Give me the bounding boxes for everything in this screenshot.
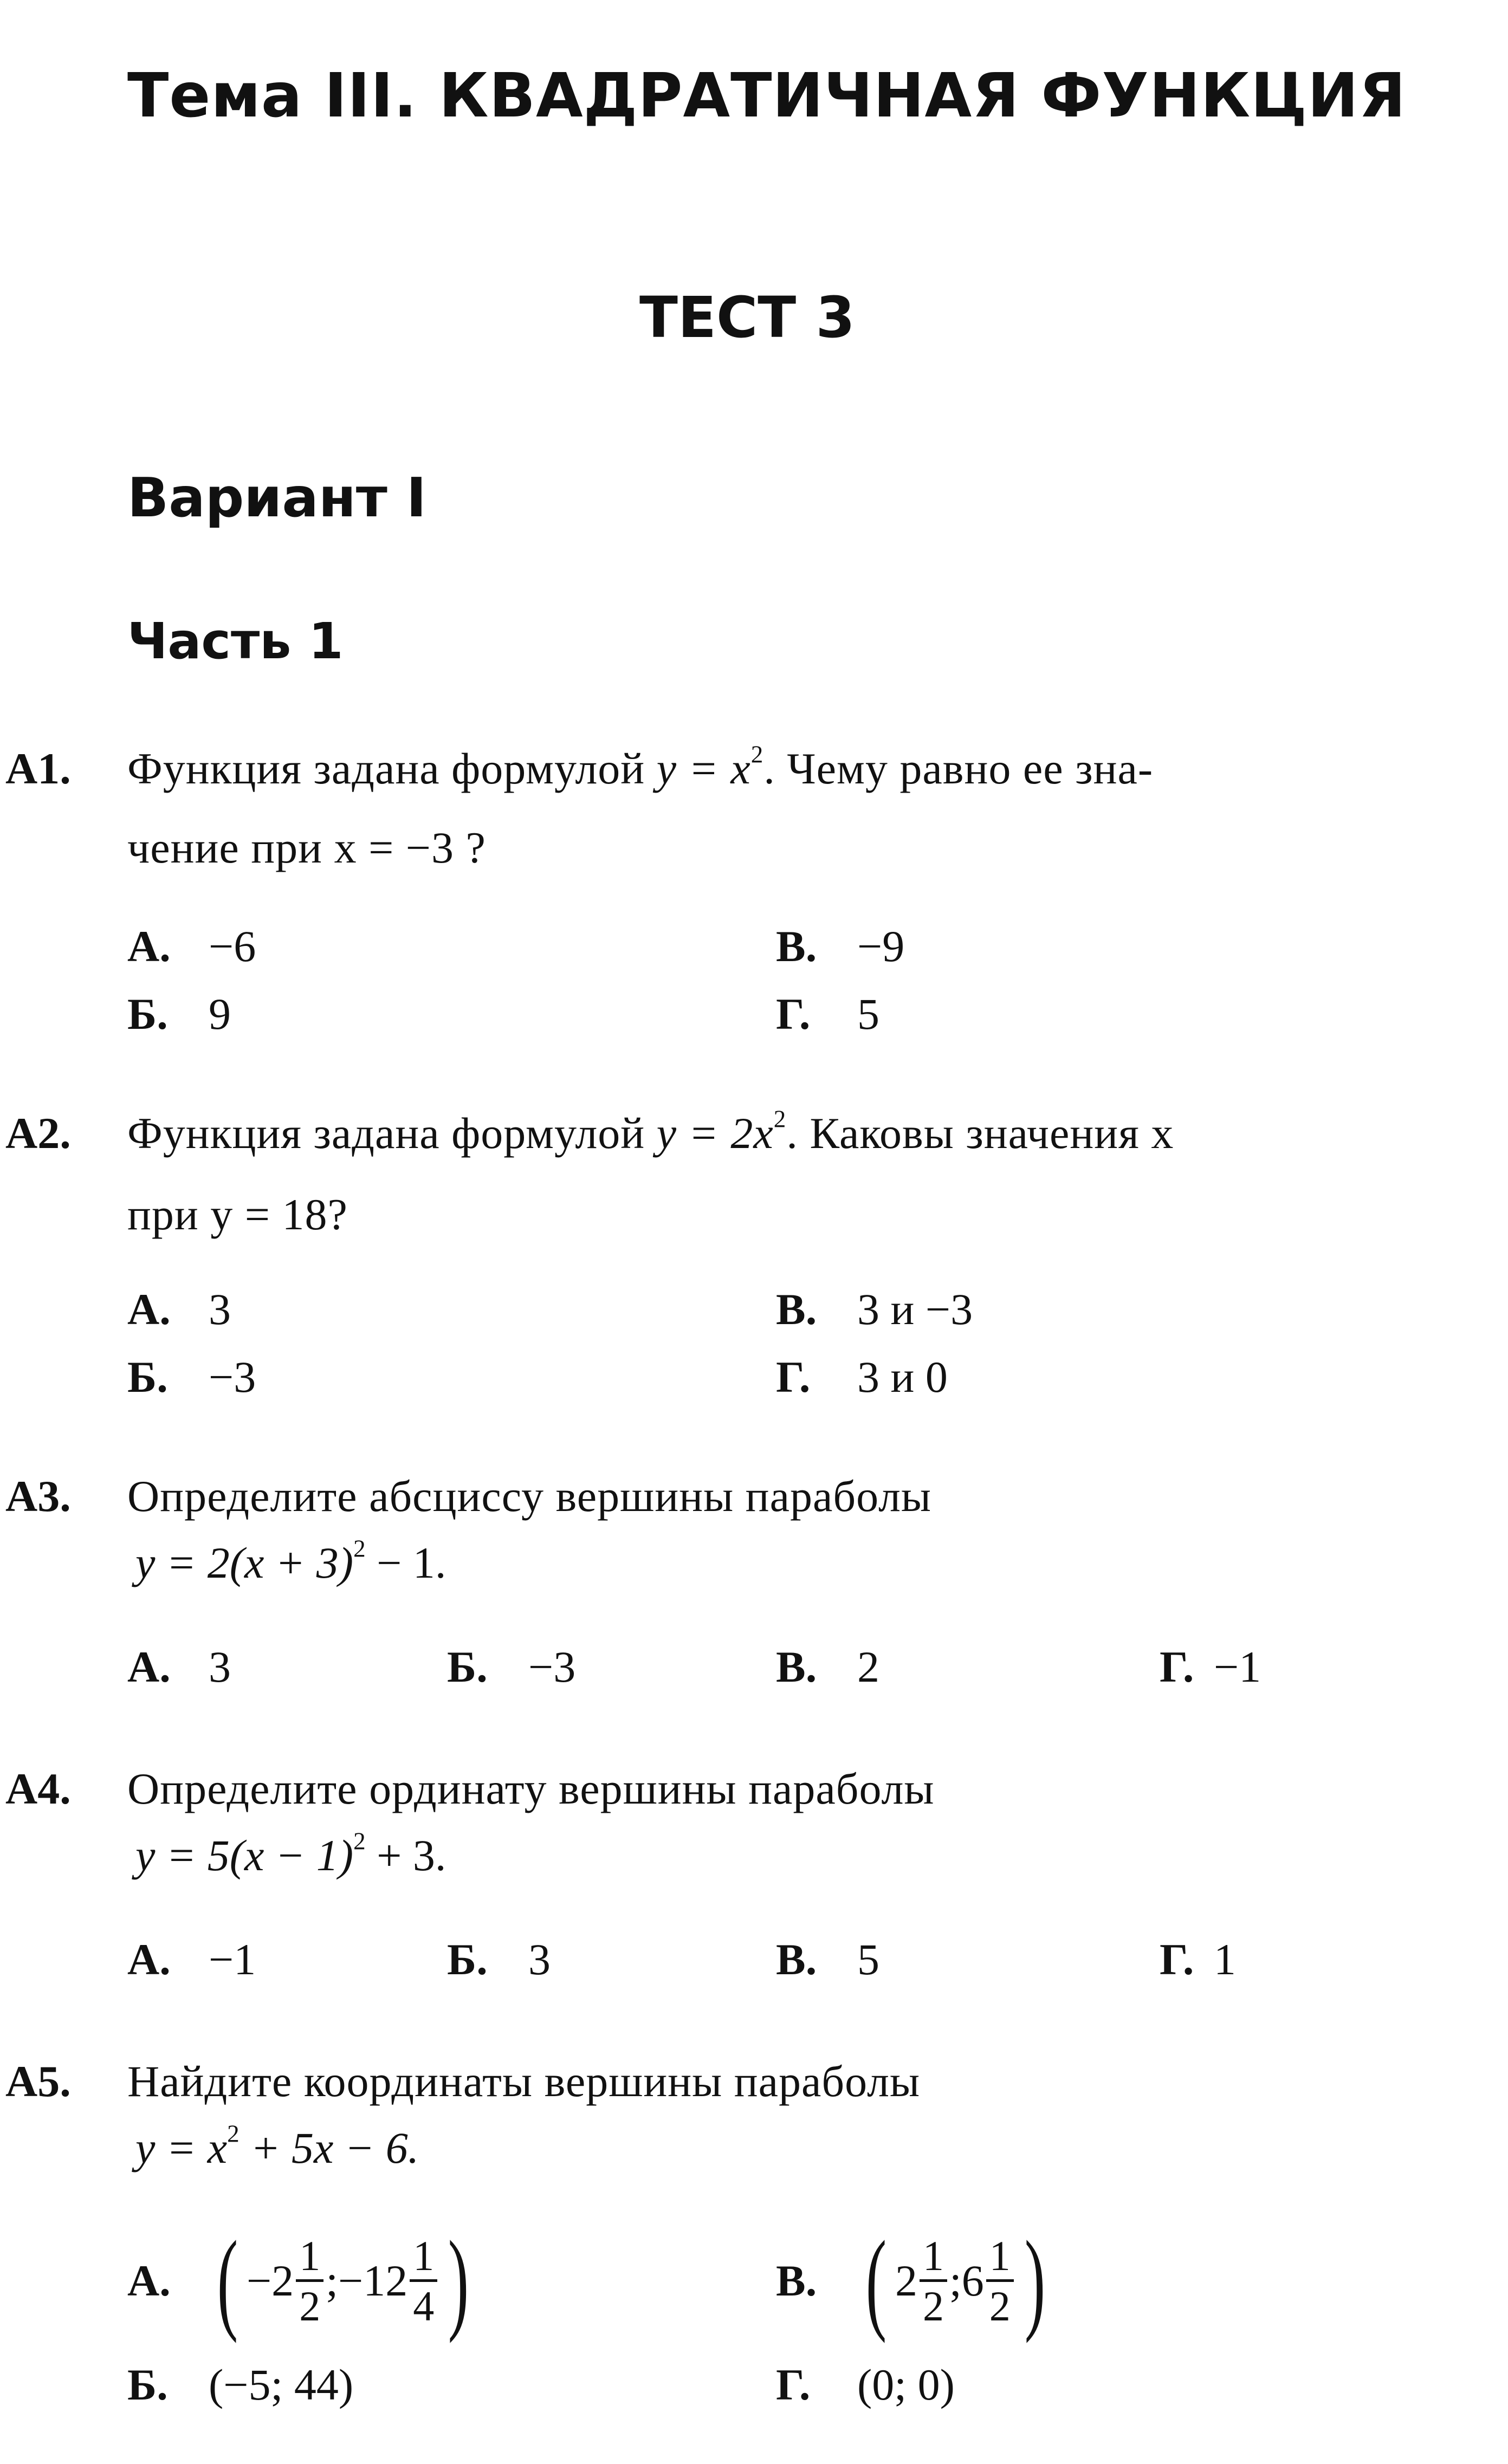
test-title: ТЕСТ 3 [639,284,855,351]
variant-title: Вариант I [127,466,426,529]
question-text: Функция задана формулой $y = 2x^2$. Каковы значения x [127,1105,1174,1158]
answer-option[interactable]: Б. −3 [127,1352,256,1402]
answer-option[interactable]: В. 2 [776,1642,879,1691]
topic-title: Тема III. КВАДРАТИЧНАЯ ФУНКЦИЯ [127,61,1407,131]
question-formula: $y = 5(x - 1)^2 + 3$. [135,1827,446,1880]
question-formula: $y = 2(x + 3)^2 - 1$. [135,1535,446,1587]
answer-option[interactable]: Б. (−5; 44) [127,2360,354,2409]
answer-option[interactable]: А. −6 [127,922,256,971]
answer-option[interactable]: А. −1 [127,1935,256,1984]
answer-option[interactable]: Г. 1 [1160,1935,1236,1984]
question-text-continued: чение при x = −3 ? [127,823,486,872]
answer-option[interactable]: Б. −3 [447,1642,576,1691]
answer-option[interactable]: Г. 5 [776,989,879,1039]
question-number: A5. [5,2057,71,2106]
answer-option[interactable]: В. 3 и −3 [776,1285,973,1334]
answer-option[interactable]: В. −9 [776,922,905,971]
question-number: A3. [5,1471,71,1521]
question-number: A2. [5,1108,71,1158]
question-text: Функция задана формулой $y = x^2$. Чему равно ее зна- [127,741,1154,793]
question-text: Определите абсциссу вершины параболы [127,1471,932,1521]
answer-option[interactable]: В. 5 [776,1935,879,1984]
fraction: $\frac{1}{2}$ [920,2235,947,2327]
answer-option[interactable]: Г. 3 и 0 [776,1352,948,1402]
question-text-continued: при y = 18? [127,1190,348,1239]
fraction: $\frac{1}{2}$ [296,2235,323,2327]
answer-option[interactable]: Б. 3 [447,1935,551,1984]
answer-option[interactable]: А. 3 [127,1285,231,1334]
question-number: A4. [5,1764,71,1813]
part-title: Часть 1 [127,612,344,670]
fraction: $\frac{1}{2}$ [986,2235,1014,2327]
answer-option[interactable]: В. ( 2 $\frac{1}{2}$ ; 6 $\frac{1}{2}$ ) [776,2218,1045,2344]
answer-option[interactable]: Б. 9 [127,989,231,1039]
question-text: Определите ординату вершины параболы [127,1764,935,1813]
question-number: A1. [5,744,71,793]
answer-option[interactable]: А. 3 [127,1642,231,1691]
question-text: Найдите координаты вершины параболы [127,2057,921,2106]
question-formula: $y = x^2 + 5x - 6$. [135,2120,419,2173]
answer-option[interactable]: Г. (0; 0) [776,2360,955,2409]
answer-option[interactable]: Г. −1 [1160,1642,1261,1691]
fraction: $\frac{1}{4}$ [410,2235,437,2327]
answer-option[interactable]: А. ( −2 $\frac{1}{2}$ ; −12 $\frac{1}{4}$ ) [127,2218,469,2344]
